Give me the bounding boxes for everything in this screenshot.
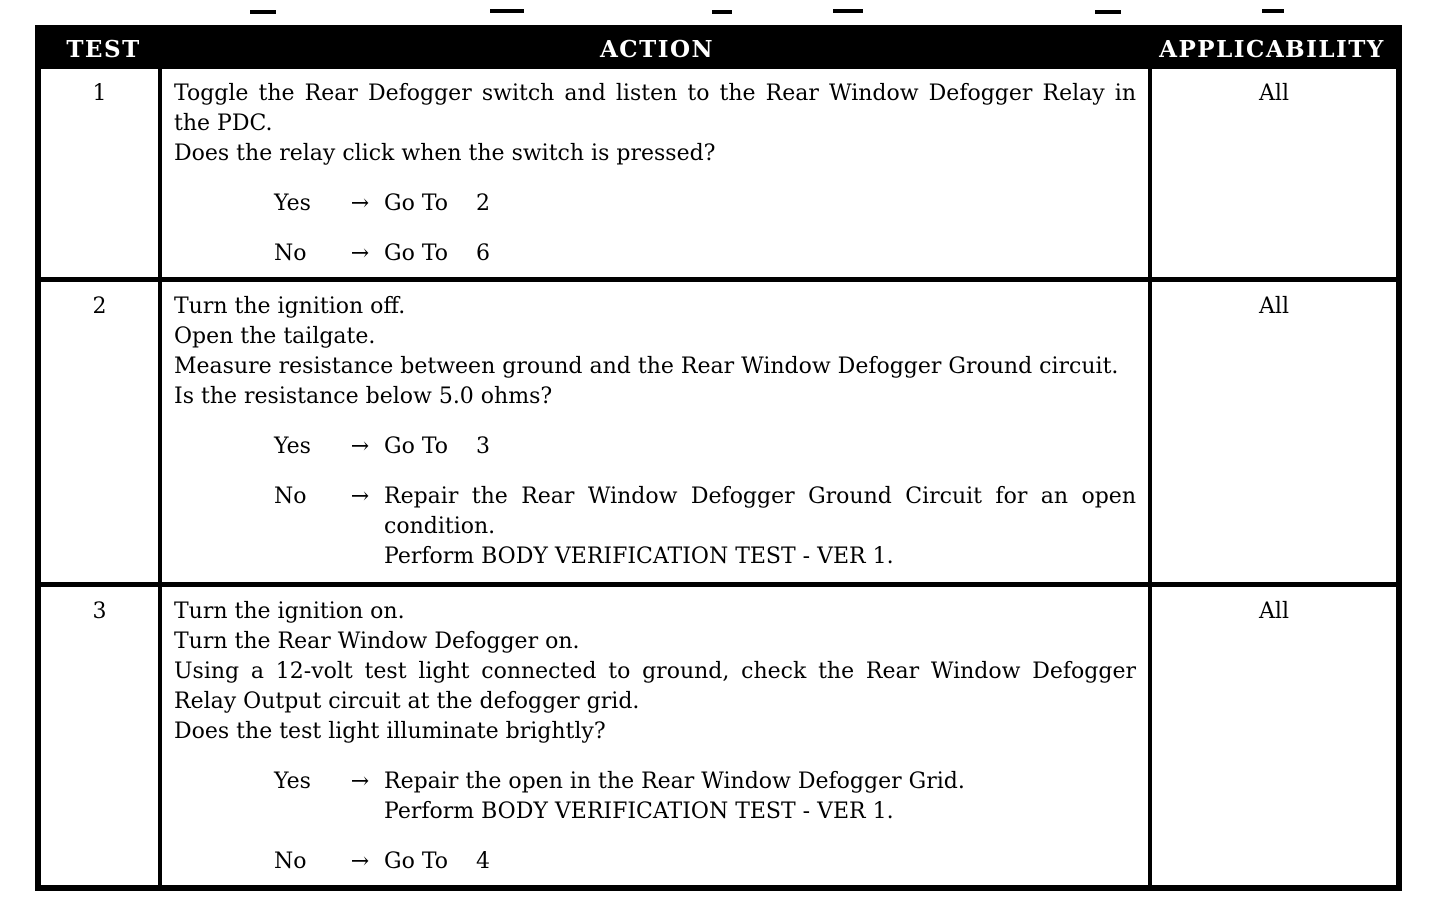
goto-line [384,189,1136,219]
test-number: 3 [41,587,162,885]
decision-row [174,189,1136,219]
decision-answer: Yes [274,769,311,794]
arrow-right-icon: → [350,484,370,509]
decision-result [384,847,1136,877]
goto-label: Go To [384,241,449,266]
scan-artifact [833,9,863,13]
table-row [41,282,1396,587]
result-text: Repair the Rear Window Defogger Ground Circuit for an open condition. [384,484,1136,539]
goto-line [384,432,1136,462]
scan-artifact [1262,9,1284,13]
goto-label: Go To [384,434,449,459]
decision-row [174,767,1136,827]
decision-row [174,239,1136,269]
decision-answer: Yes [274,434,311,459]
result-text: Repair the open in the Rear Window Defogger Grid. [384,769,965,794]
column-header-test: TEST [66,36,141,63]
scan-artifact [1095,10,1121,14]
action-cell [162,587,1152,885]
decision-result [384,189,1136,219]
scan-artifact [712,10,732,14]
goto-target: 2 [476,191,491,216]
table-header-row [41,31,1396,69]
statement-text: Open the tailgate. [174,324,376,349]
goto-label: Go To [384,191,449,216]
test-number: 2 [41,282,162,582]
decision-row [174,482,1136,572]
column-header-applicability: APPLICABILITY [1159,36,1385,63]
result-text: Perform BODY VERIFICATION TEST - VER 1. [384,799,894,824]
decision-result [384,767,1136,827]
decision-answer: No [274,484,307,509]
goto-line [384,239,1136,269]
goto-target: 6 [476,241,491,266]
goto-line [384,847,1136,877]
scan-artifact [490,9,524,13]
decision-result [384,482,1136,572]
statement-text: Turn the Rear Window Defogger on. [174,629,580,654]
applicability-value: All [1259,81,1289,106]
statement-text: Is the resistance below 5.0 ohms? [174,384,553,409]
arrow-right-icon: → [350,434,370,459]
statement-text: Turn the ignition off. [174,294,406,319]
applicability-value: All [1259,294,1289,319]
statement-text: Using a 12-volt test light connected to ground, check the Rear Window Defogger Relay Output circuit at the defogger grid. [174,659,1136,714]
decision-result [384,239,1136,269]
table-row [41,69,1396,282]
table-body [41,69,1396,885]
decision-row [174,847,1136,877]
action-cell [162,69,1152,277]
diagnostic-test-table [35,25,1402,891]
arrow-right-icon: → [350,769,370,794]
decision-row [174,432,1136,462]
statement-text: Measure resistance between ground and the Rear Window Defogger Ground circuit. [174,354,1119,379]
arrow-right-icon: → [350,849,370,874]
table-row [41,587,1396,885]
goto-target: 3 [476,434,491,459]
decision-answer: No [274,241,307,266]
test-number: 1 [41,69,162,277]
statement-text: Does the test light illuminate brightly? [174,719,606,744]
applicability-value: All [1259,599,1289,624]
arrow-right-icon: → [350,241,370,266]
action-cell [162,282,1152,582]
arrow-right-icon: → [350,191,370,216]
result-text: Perform BODY VERIFICATION TEST - VER 1. [384,544,894,569]
statement-text: Turn the ignition on. [174,599,405,624]
decision-answer: Yes [274,191,311,216]
statement-text: Does the relay click when the switch is pressed? [174,141,716,166]
goto-label: Go To [384,849,449,874]
decision-answer: No [274,849,307,874]
goto-target: 4 [476,849,491,874]
statement-text: Toggle the Rear Defogger switch and listen to the Rear Window Defogger Relay in the PDC. [174,81,1136,136]
column-header-action: ACTION [599,36,715,63]
scan-artifact [250,10,276,14]
decision-result [384,432,1136,462]
